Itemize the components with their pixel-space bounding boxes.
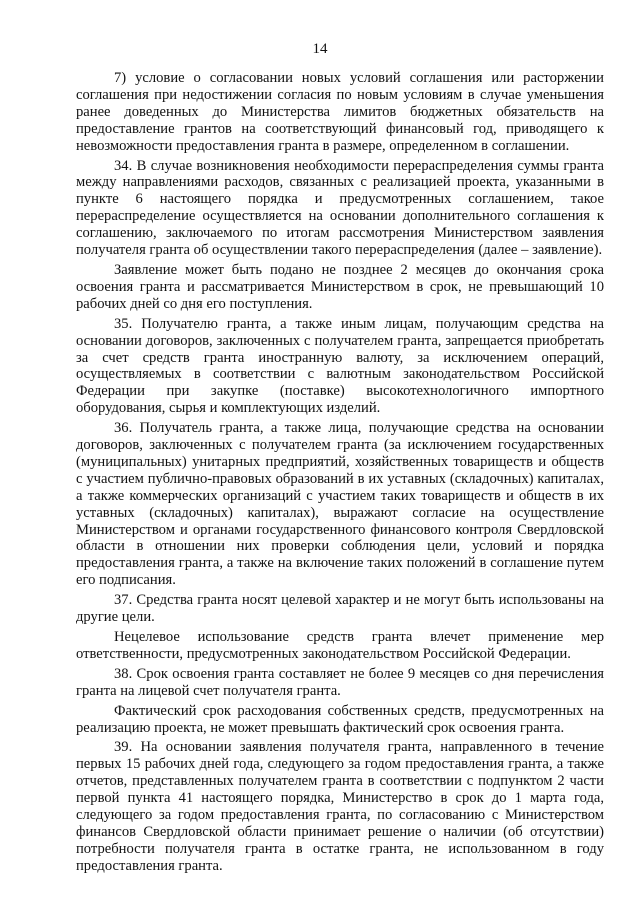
paragraph-7-condition: 7) условие о согласовании новых условий соглашения или расторжении соглашения при недостижении согласия по новым условиям в случае уменьшения ранее доведенных до Министерства лимитов бюджетных обязательств на предоставление грантов на соответствующий финансовый год, приводящего к невозможности предоставления гранта в размере, определенном в соглашении. bbox=[76, 70, 604, 154]
paragraph-34-application: Заявление может быть подано не позднее 2 месяцев до окончания срока освоения гранта и рассматривается Министерством в срок, не превышающий 10 рабочих дней со дня его поступления. bbox=[76, 261, 604, 312]
paragraph-36: 36. Получатель гранта, а также лица, получающие средства на основании договоров, заключенных с получателем гранта (за исключением государственных (муниципальных) унитарных предприятий, хозяйственных товариществ и обществ с участием публично-правовых образований в их уставных (складочных) капиталах, а также коммерческих организаций с участием таких товариществ и обществ в их уставных (складочных) капиталах), выражают согласие на осуществление Министерством и органами государственного финансового контроля Свердловской области в отношении них проверки соблюдения цели, условий и порядка предоставления гранта, а также на включение таких положений в соглашение путем его подписания. bbox=[76, 420, 604, 589]
paragraph-35: 35. Получателю гранта, а также иным лицам, получающим средства на основании договоров, заключенных с получателем гранта, запрещается приобретать за счет средств гранта иностранную валюту, за исключением операций, осуществляемых в соответствии с валютным законодательством Российской Федерации при закупке (поставке) высокотехнологичного импортного оборудования, сырья и комплектующих изделий. bbox=[76, 315, 604, 417]
page-number: 14 bbox=[312, 41, 328, 57]
document-body bbox=[76, 70, 604, 875]
paragraph-37: 37. Средства гранта носят целевой характер и не могут быть использованы на другие цели. bbox=[76, 592, 604, 626]
paragraph-39: 39. На основании заявления получателя гранта, направленного в течение первых 15 рабочих дней года, следующего за годом предоставления гранта, а также отчетов, представленных получателем гранта в соответствии с подпунктом 2 части первой пункта 41 настоящего порядка, Министерство в срок до 1 марта года, следующего за годом предоставления гранта, по согласованию с Министерством финансов Свердловской области принимает решение о наличии (об отсутствии) потребности получателя гранта в остатке гранта, не использованном в году предоставления гранта. bbox=[76, 739, 604, 874]
paragraph-38-actual-term: Фактический срок расходования собственных средств, предусмотренных на реализацию проекта, не может превышать фактический срок освоения гранта. bbox=[76, 702, 604, 736]
paragraph-38: 38. Срок освоения гранта составляет не более 9 месяцев со дня перечисления гранта на лицевой счет получателя гранта. bbox=[76, 665, 604, 699]
paragraph-34: 34. В случае возникновения необходимости перераспределения суммы гранта между направлениями расходов, связанных с реализацией проекта, указанными в пункте 6 настоящего порядка и предусмотренных соглашением, такое перераспределение осуществляется на основании дополнительного соглашения к соглашению, заключаемого по итогам рассмотрения Министерством заявления получателя гранта об осуществлении такого перераспределения (далее – заявление). bbox=[76, 157, 604, 259]
paragraph-37-misuse: Нецелевое использование средств гранта влечет применение мер ответственности, предусмотренных законодательством Российской Федерации. bbox=[76, 629, 604, 662]
